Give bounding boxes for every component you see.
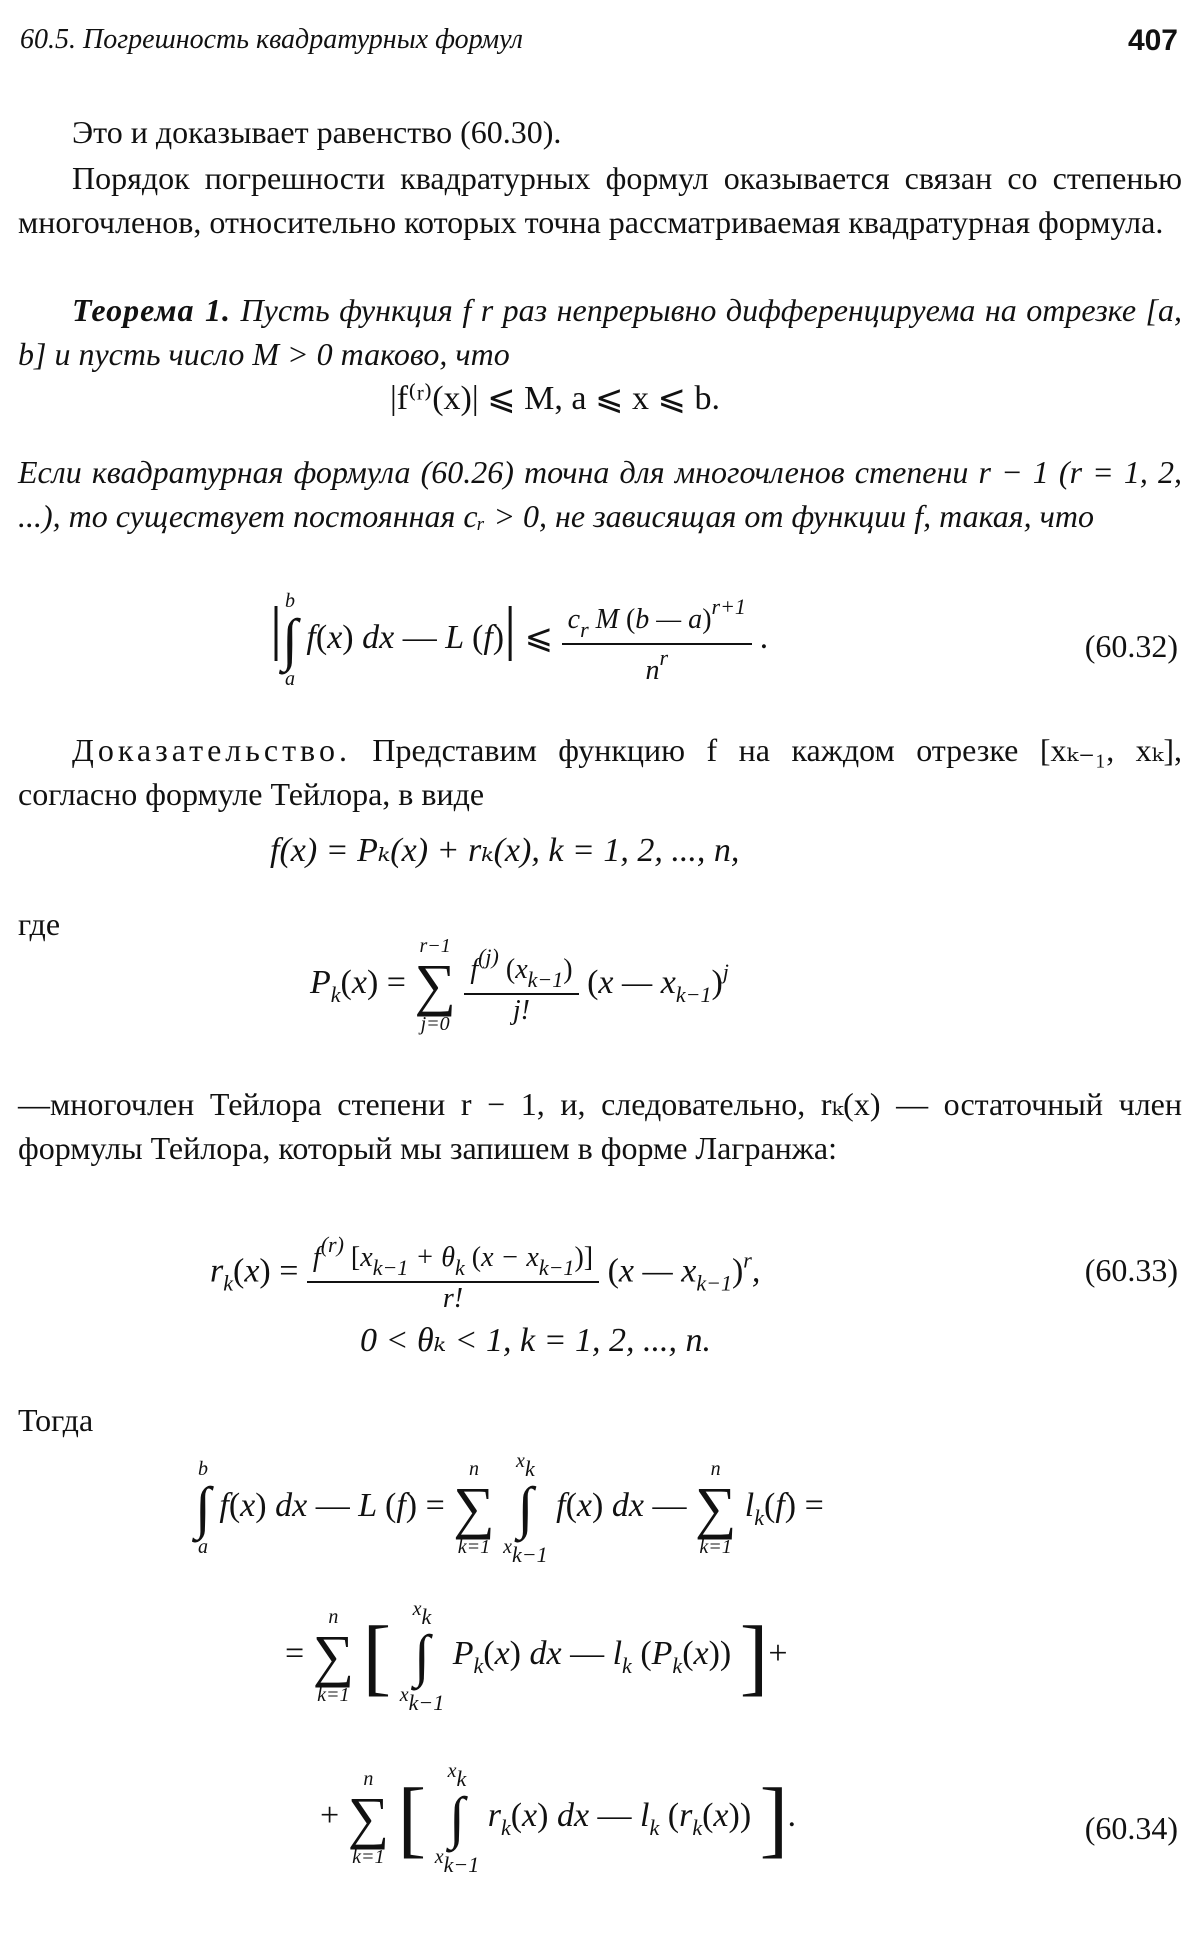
running-header-title: 60.5. Погрешность квадратурных формул (20, 24, 523, 55)
theorem-statement (18, 288, 1182, 376)
taylor-remainder-text: —многочлен Тейлора степени r − 1, и, следовательно, rₖ(x) — остаточный член формулы Тейлора, который мы запишем в форме Лагранжа: (18, 1086, 1182, 1166)
equation-60-34-line-3: + n ∑ k=1 [ xk ∫ xk−1 $r_k(x)$ dx — $l_k$ $(r_k(x))$ ]. (320, 1760, 797, 1877)
proof-heading: Доказательство. (72, 732, 351, 768)
taylor-polynomial: $P_k(x)$ = r−1 ∑ j=0 $\frac{f^{(j)} (x_{k-1})}{j!}$ (x — $x_{k-1})^j$ (310, 935, 729, 1035)
page-number: 407 (1127, 24, 1178, 57)
running-header (20, 24, 1178, 64)
where-word: где (18, 906, 61, 942)
equation-60-32: | b ∫ a f(x) dx — L (f)| ⩽ $\frac{c_r M (b — a)^{r+1}}{n^r}$ . (270, 590, 769, 690)
equation-60-33: $r_k(x)$ = $\frac{f^{(r)} [x_{k-1} + \theta_k (x - x_{k-1})]}{r!}$ (x — $x_{k-1})^r$, (210, 1232, 761, 1314)
equation-60-33-condition: 0 < θₖ < 1, k = 1, 2, ..., n. (360, 1322, 712, 1359)
theorem-text-continued: Если квадратурная формула (60.26) точна для многочленов степени r − 1 (r = 1, 2, ...), то существует постоянная cᵣ > 0, не зависящая от функции f, такая, что (18, 454, 1182, 534)
theorem-heading: Теорема 1. (72, 292, 232, 328)
proof-text (18, 728, 1182, 816)
equation-60-34-line-2: = n ∑ k=1 [ xk ∫ xk−1 $P_k(x)$ dx — $l_k$ $(P_k(x))$ ]+ (285, 1598, 788, 1715)
equation-label-60-34: (60.34) (1084, 1810, 1178, 1846)
equation-60-34-line-1: b ∫ a f(x) dx — L (f) = n ∑ k=1 xk ∫ xk−1 f(x) dx — n ∑ k=1 $l_k(f)$ = (195, 1450, 824, 1567)
equation-label-60-33: (60.33) (1084, 1252, 1178, 1288)
proof-text-body: Представим функцию f на каждом отрезке [xₖ₋₁, xₖ], согласно формуле Тейлора, в виде (18, 732, 1183, 812)
paragraph-proof-end: Это и доказывает равенство (60.30). (72, 114, 562, 150)
taylor-decomposition: f(x) = Pₖ(x) + rₖ(x), k = 1, 2, ..., n, (270, 832, 740, 869)
equation-label-60-32: (60.32) (1084, 628, 1178, 664)
theorem-text: Пусть функция f r раз непрерывно дифференцируема на отрезке [a, b] и пусть число M > 0 таково, что (18, 292, 1183, 372)
paragraph-error-order: Порядок погрешности квадратурных формул оказывается связан со степенью многочленов, относительно которых точна рассматриваемая квадратурная формула. (18, 160, 1182, 240)
then-word: Тогда (18, 1402, 94, 1438)
theorem-condition: |f⁽ʳ⁾(x)| ⩽ M, a ⩽ x ⩽ b. (390, 380, 720, 417)
